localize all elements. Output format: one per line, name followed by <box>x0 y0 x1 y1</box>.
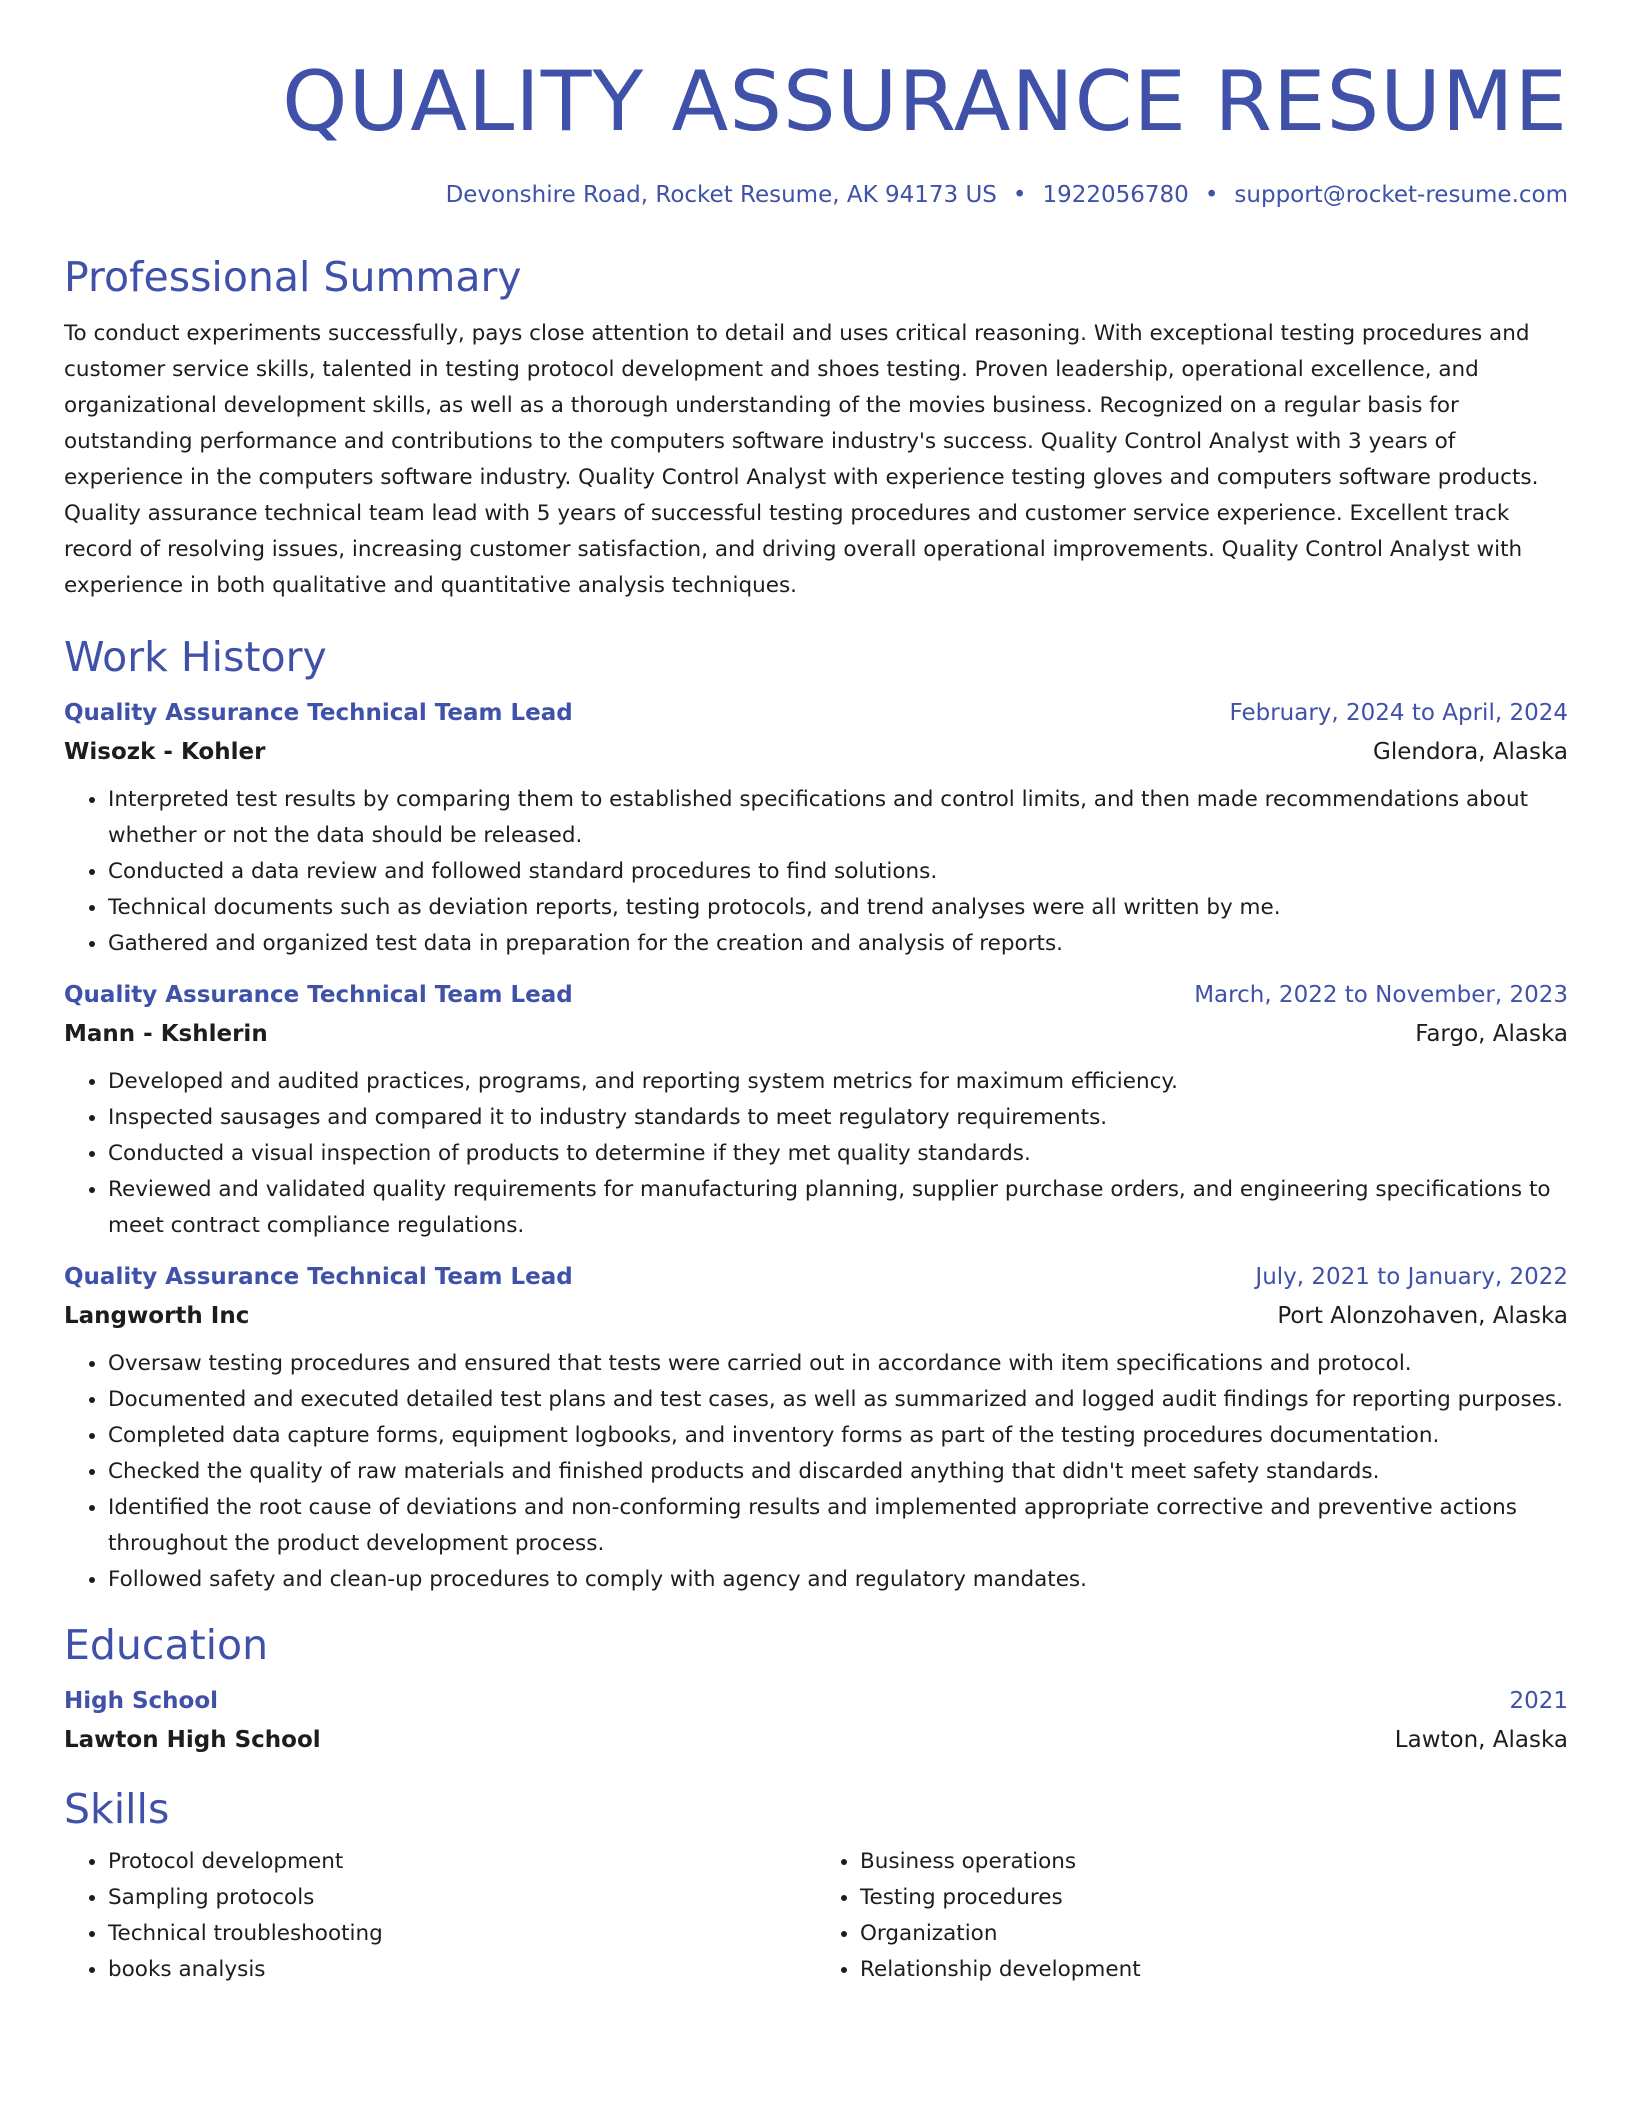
contact-email[interactable]: support@rocket-resume.com <box>1234 182 1568 208</box>
job-bullet: • Developed and audited practices, programs, and reporting system metrics for maximum efficiency. <box>108 1064 1568 1100</box>
education-year: 2021 <box>1509 1688 1568 1714</box>
education-location: Lawton, Alaska <box>1394 1727 1568 1753</box>
skill-item: • Testing procedures <box>860 1880 1568 1916</box>
resume-title: QUALITY ASSURANCE RESUME <box>282 53 1568 150</box>
job-bullets <box>64 782 1568 962</box>
summary-text: To conduct experiments successfully, pays close attention to detail and uses critical reasoning. With exceptional testing procedures and customer service skills, talented in testing protocol development and shoes testing. Proven leadership, operational excellence, and organizational development skills, as well as a thorough understanding of the movies business. Recognized on a regular basis for outstanding performance and contributions to the computers software industry's success. Quality Control Analyst with 3 years of experience in the computers software industry. Quality Control Analyst with experience testing gloves and computers software products. Quality assurance technical team lead with 5 years of successful testing procedures and customer service experience. Excellent track record of resolving issues, increasing customer satisfaction, and driving overall operational improvements. Quality Control Analyst with experience in both qualitative and quantitative analysis techniques. <box>64 321 1539 598</box>
education-school: Lawton High School <box>64 1727 321 1753</box>
job-bullet: • Conducted a data review and followed standard procedures to find solutions. <box>108 854 1568 890</box>
contact-address: Devonshire Road, Rocket Resume, AK 94173 US <box>445 182 997 208</box>
job-bullet: • Interpreted test results by comparing them to established specifications and control limits, and then made recommendations about whether or not the data should be released. <box>108 782 1568 854</box>
job-title: Quality Assurance Technical Team Lead <box>64 700 573 726</box>
job-company: Wisozk - Kohler <box>64 739 266 765</box>
skills-section <box>64 1784 1568 1988</box>
section-title-education: Education <box>64 1621 269 1669</box>
skill-item: • Relationship development <box>860 1952 1568 1988</box>
section-title-work-history: Work History <box>64 633 327 681</box>
skills-grid <box>64 1844 1568 1988</box>
job-bullet: • Inspected sausages and compared it to industry standards to meet regulatory requirements. <box>108 1100 1568 1136</box>
job-bullet: • Gathered and organized test data in preparation for the creation and analysis of reports. <box>108 926 1568 962</box>
job-bullet: • Identified the root cause of deviations and non-conforming results and implemented appropriate corrective and preventive actions throughout the product development process. <box>108 1490 1568 1562</box>
education-section <box>64 1620 1568 1760</box>
skill-item: • Organization <box>860 1916 1568 1952</box>
job-company: Langworth Inc <box>64 1303 250 1329</box>
skills-column-left <box>64 1844 816 1988</box>
job-bullet: • Completed data capture forms, equipment logbooks, and inventory forms as part of the testing procedures documentation. <box>108 1418 1568 1454</box>
job-bullets <box>64 1346 1568 1598</box>
skills-column-right <box>816 1844 1568 1988</box>
skill-item: • Protocol development <box>108 1844 816 1880</box>
job-bullet: • Documented and executed detailed test plans and test cases, as well as summarized and logged audit findings for reporting purposes. <box>108 1382 1568 1418</box>
job-dates: March, 2022 to November, 2023 <box>1194 982 1568 1008</box>
summary-section <box>64 252 1568 604</box>
job-bullets <box>64 1064 1568 1244</box>
contact-separator: • <box>1012 182 1027 208</box>
job-entry <box>64 976 1568 1244</box>
work-history-section <box>64 632 1568 1598</box>
skill-item: • books analysis <box>108 1952 816 1988</box>
job-bullet: • Technical documents such as deviation reports, testing protocols, and trend analyses were all written by me. <box>108 890 1568 926</box>
job-location: Port Alonzohaven, Alaska <box>1277 1303 1568 1329</box>
job-dates: February, 2024 to April, 2024 <box>1229 700 1568 726</box>
job-location: Glendora, Alaska <box>1373 739 1568 765</box>
contact-separator: • <box>1204 182 1219 208</box>
job-location: Fargo, Alaska <box>1415 1021 1568 1047</box>
job-bullet: • Checked the quality of raw materials and finished products and discarded anything that didn't meet safety standards. <box>108 1454 1568 1490</box>
skill-item: • Technical troubleshooting <box>108 1916 816 1952</box>
job-title: Quality Assurance Technical Team Lead <box>64 982 573 1008</box>
job-bullet: • Conducted a visual inspection of products to determine if they met quality standards. <box>108 1136 1568 1172</box>
contact-phone: 1922056780 <box>1042 182 1189 208</box>
section-title-summary: Professional Summary <box>64 253 522 301</box>
job-bullet: • Followed safety and clean-up procedures to comply with agency and regulatory mandates. <box>108 1562 1568 1598</box>
job-entry <box>64 1258 1568 1598</box>
education-degree: High School <box>64 1688 219 1714</box>
section-title-skills: Skills <box>64 1785 170 1833</box>
skill-item: • Business operations <box>860 1844 1568 1880</box>
job-entry <box>64 694 1568 962</box>
skill-item: • Sampling protocols <box>108 1880 816 1916</box>
job-dates: July, 2021 to January, 2022 <box>1255 1264 1568 1290</box>
job-bullet: • Reviewed and validated quality requirements for manufacturing planning, supplier purchase orders, and engineering specifications to meet contract compliance regulations. <box>108 1172 1568 1244</box>
job-title: Quality Assurance Technical Team Lead <box>64 1264 573 1290</box>
job-bullet: • Oversaw testing procedures and ensured that tests were carried out in accordance with item specifications and protocol. <box>108 1346 1568 1382</box>
contact-line <box>64 180 1568 210</box>
resume-header <box>64 52 1568 210</box>
job-company: Mann - Kshlerin <box>64 1021 268 1047</box>
